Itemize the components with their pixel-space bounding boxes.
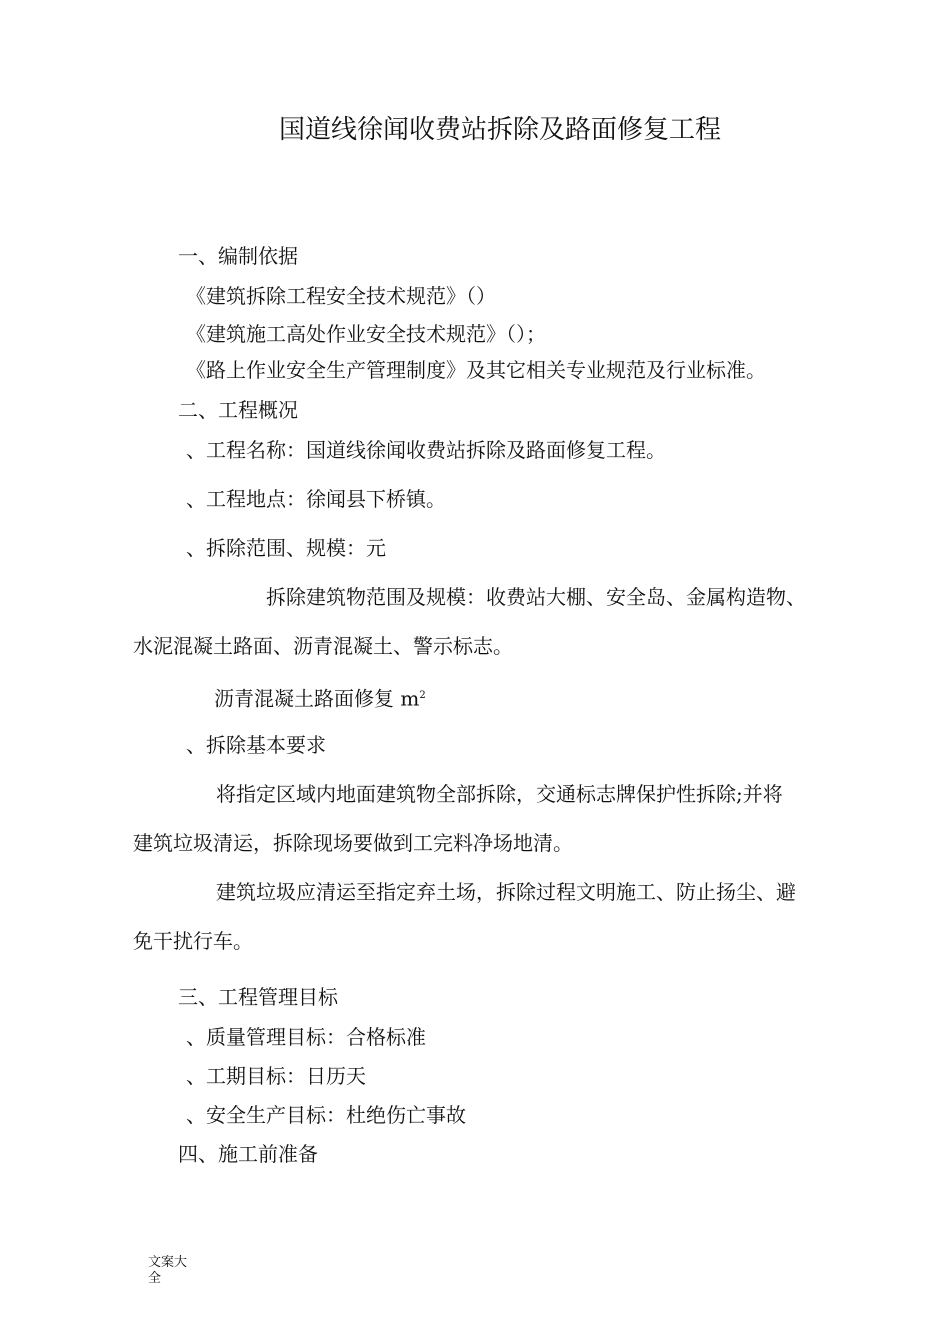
requirements-paragraph-line: 建筑垃圾清运，拆除现场要做到工完料净场地清。: [133, 831, 573, 855]
document-title: 国道线徐闻收费站拆除及路面修复工程: [278, 115, 721, 145]
section-heading-overview: 二、工程概况: [178, 398, 298, 422]
road-repair-unit-sup: 2: [419, 690, 426, 701]
section-heading-goals: 三、工程管理目标: [178, 985, 338, 1009]
requirements-paragraph-line: 免干扰行车。: [133, 929, 253, 953]
quality-goal: 、质量管理目标：合格标准: [186, 1025, 426, 1049]
section-heading-preparation: 四、施工前准备: [178, 1142, 318, 1166]
project-location: 、工程地点：徐闻县下桥镇。: [186, 487, 446, 511]
schedule-goal: 、工期目标：日历天: [186, 1064, 366, 1088]
scope-detail-line: 水泥混凝土路面、沥青混凝土、警示标志。: [133, 634, 513, 658]
requirements-paragraph-line: 将指定区域内地面建筑物全部拆除，交通标志牌保护性拆除;并将: [216, 782, 783, 806]
road-repair-text: 沥青混凝土路面修复 m: [214, 686, 420, 711]
section-heading-basis: 一、编制依据: [178, 244, 298, 268]
basis-item: 《建筑拆除工程安全技术规范》（）: [186, 284, 496, 308]
project-name: 、工程名称：国道线徐闻收费站拆除及路面修复工程。: [186, 438, 666, 462]
basis-item: 《建筑施工高处作业安全技术规范》（）；: [186, 322, 546, 346]
road-repair-line: [214, 684, 426, 711]
safety-goal: 、安全生产目标：杜绝伤亡事故: [186, 1103, 466, 1127]
basis-item: 《路上作业安全生产管理制度》及其它相关专业规范及行业标准。: [186, 358, 766, 382]
demolition-scope: 、拆除范围、规模：元: [186, 536, 386, 560]
requirements-paragraph-line: 建筑垃圾应清运至指定弃土场，拆除过程文明施工、防止扬尘、避: [216, 880, 796, 904]
demolition-requirements: 、拆除基本要求: [186, 733, 326, 757]
page-footer: 文案大全: [148, 1255, 188, 1286]
scope-detail-line: 拆除建筑物范围及规模：收费站大棚、安全岛、金属构造物、: [266, 585, 806, 609]
